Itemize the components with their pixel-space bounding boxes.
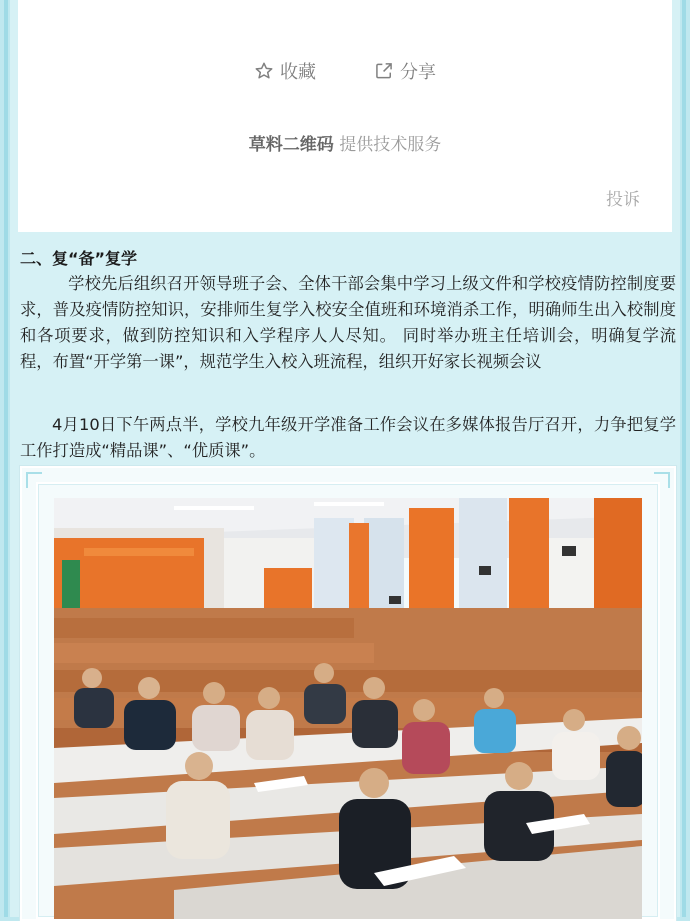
paragraph-2-text: 4月10日下午两点半，学校九年级开学准备工作会议在多媒体报告厅召开，力争把复学工作打造成“精品课”、“优质课”。 [20, 415, 676, 460]
paragraph-1-text: 学校先后组织召开领导班子会、全体干部会集中学习上级文件和学校疫情防控制度要求，普及疫情防控知识，安排师生复学入校安全值班和环境消杀工作，明确师生出入校制度和各项要求，做到防控知识和入学程序人人尽知。 同时举办班主任培训会，明确复学流程，布置“开学第一课”，规范学生入校入班流程，组织开好家长视频会议 [20, 274, 676, 371]
service-text: 提供技术服务 [339, 135, 442, 155]
service-brand[interactable]: 草料二维码 [248, 135, 334, 155]
report-link[interactable]: 投诉 [606, 190, 640, 210]
content-frame [10, 0, 680, 917]
share-label: 分享 [400, 62, 436, 83]
favorite-button[interactable] [254, 58, 316, 84]
share-icon [374, 61, 394, 81]
section-heading: 二、复“备”复学 [20, 249, 138, 268]
article-paragraph-1 [20, 271, 676, 375]
service-credit [18, 130, 672, 155]
card-actions [18, 58, 672, 84]
share-button[interactable] [374, 58, 436, 84]
meeting-hall-photo [54, 498, 642, 919]
qr-service-card [18, 0, 672, 232]
frame-corner [26, 472, 42, 488]
frame-corner [654, 472, 670, 488]
favorite-label: 收藏 [280, 62, 316, 83]
article-paragraph-2 [20, 412, 676, 464]
star-icon [254, 61, 274, 81]
photo-frame [20, 466, 676, 921]
